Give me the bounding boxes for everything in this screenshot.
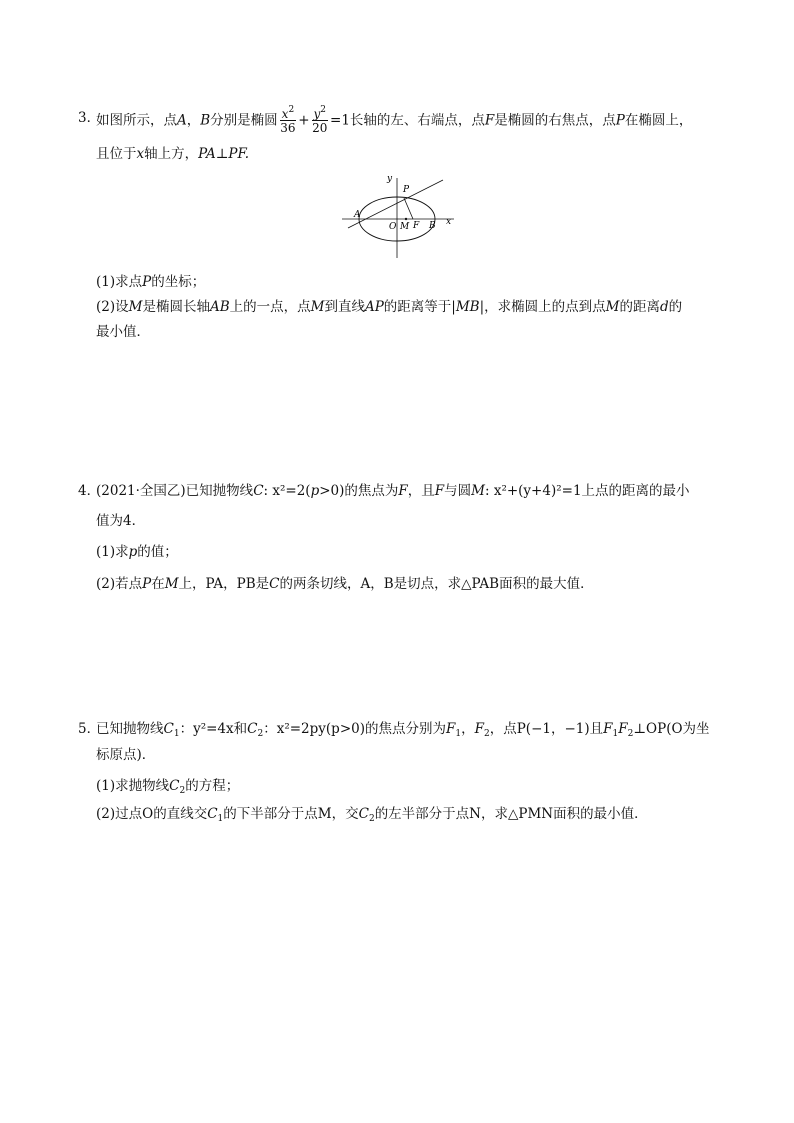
subquestion-2: (2)若点P在M上，PA，PB是C的两条切线，A，B是切点，求△PAB面积的最大值． — [96, 576, 594, 592]
problem-statement-line-2: 标原点)． — [96, 747, 156, 763]
label-m: M — [400, 222, 410, 232]
problem-statement-line-2: 值为4． — [96, 513, 146, 529]
segment-pf — [404, 198, 413, 219]
problem-statement-line-1: 如图所示，点A，B分别是椭圆 $\frac{x^2}{36}$ + $\frac{y^2}{20}$ =1长轴的左、右端点，点F是椭圆的右焦点，点P在椭圆上， — [96, 105, 693, 135]
subquestion-1: (1)求抛物线$C_2$的方程； — [96, 778, 240, 796]
label-y: y — [387, 174, 393, 184]
label-f: F — [413, 221, 420, 231]
label-a: A — [354, 210, 361, 220]
subquestion-2: (2)设M是椭圆长轴AB上的一点，点M到直线AP的距离等于|MB|，求椭圆上的点到点M的距离d的 — [96, 299, 683, 315]
subquestion-1: (1)求点P的坐标； — [96, 274, 206, 290]
label-b: B — [429, 221, 436, 231]
ellipse-figure — [340, 172, 460, 262]
subquestion-1: (1)求p的值； — [96, 544, 178, 560]
problem-statement-line-1: 已知抛物线$C_1$：y²=4x和$C_2$：x²=2py(p>0)的焦点分别为$F_1$，$F_2$，点P(−1，−1)且$F_1F_2\perp OP(O$为坐 — [96, 721, 710, 739]
problem-statement-line-1: (2021·全国乙)已知抛物线C: x²=2(p>0)的焦点为F，且F与圆M: x²+(y+4)²=1上点的距离的最小 — [96, 483, 690, 499]
problem-statement-line-2: 且位于x轴上方，PA⊥PF. — [96, 146, 250, 162]
label-x: x — [446, 217, 452, 227]
label-o: O — [389, 222, 397, 232]
label-p: P — [403, 185, 410, 195]
subquestion-2-line-2: 最小值． — [96, 324, 150, 340]
point-m — [405, 218, 407, 220]
fraction-x2-36: $\frac{x^2}{36}$ — [280, 105, 296, 135]
problem-number: 4． — [78, 483, 101, 499]
subquestion-2: (2)过点O的直线交$C_1$的下半部分于点M，交$C_2$的左半部分于点N，求△PMN面积的最小值． — [96, 806, 648, 824]
problem-number: 5． — [78, 721, 101, 737]
fraction-y2-20: $\frac{y^2}{20}$ — [312, 105, 328, 135]
problem-number: 3． — [78, 110, 101, 126]
